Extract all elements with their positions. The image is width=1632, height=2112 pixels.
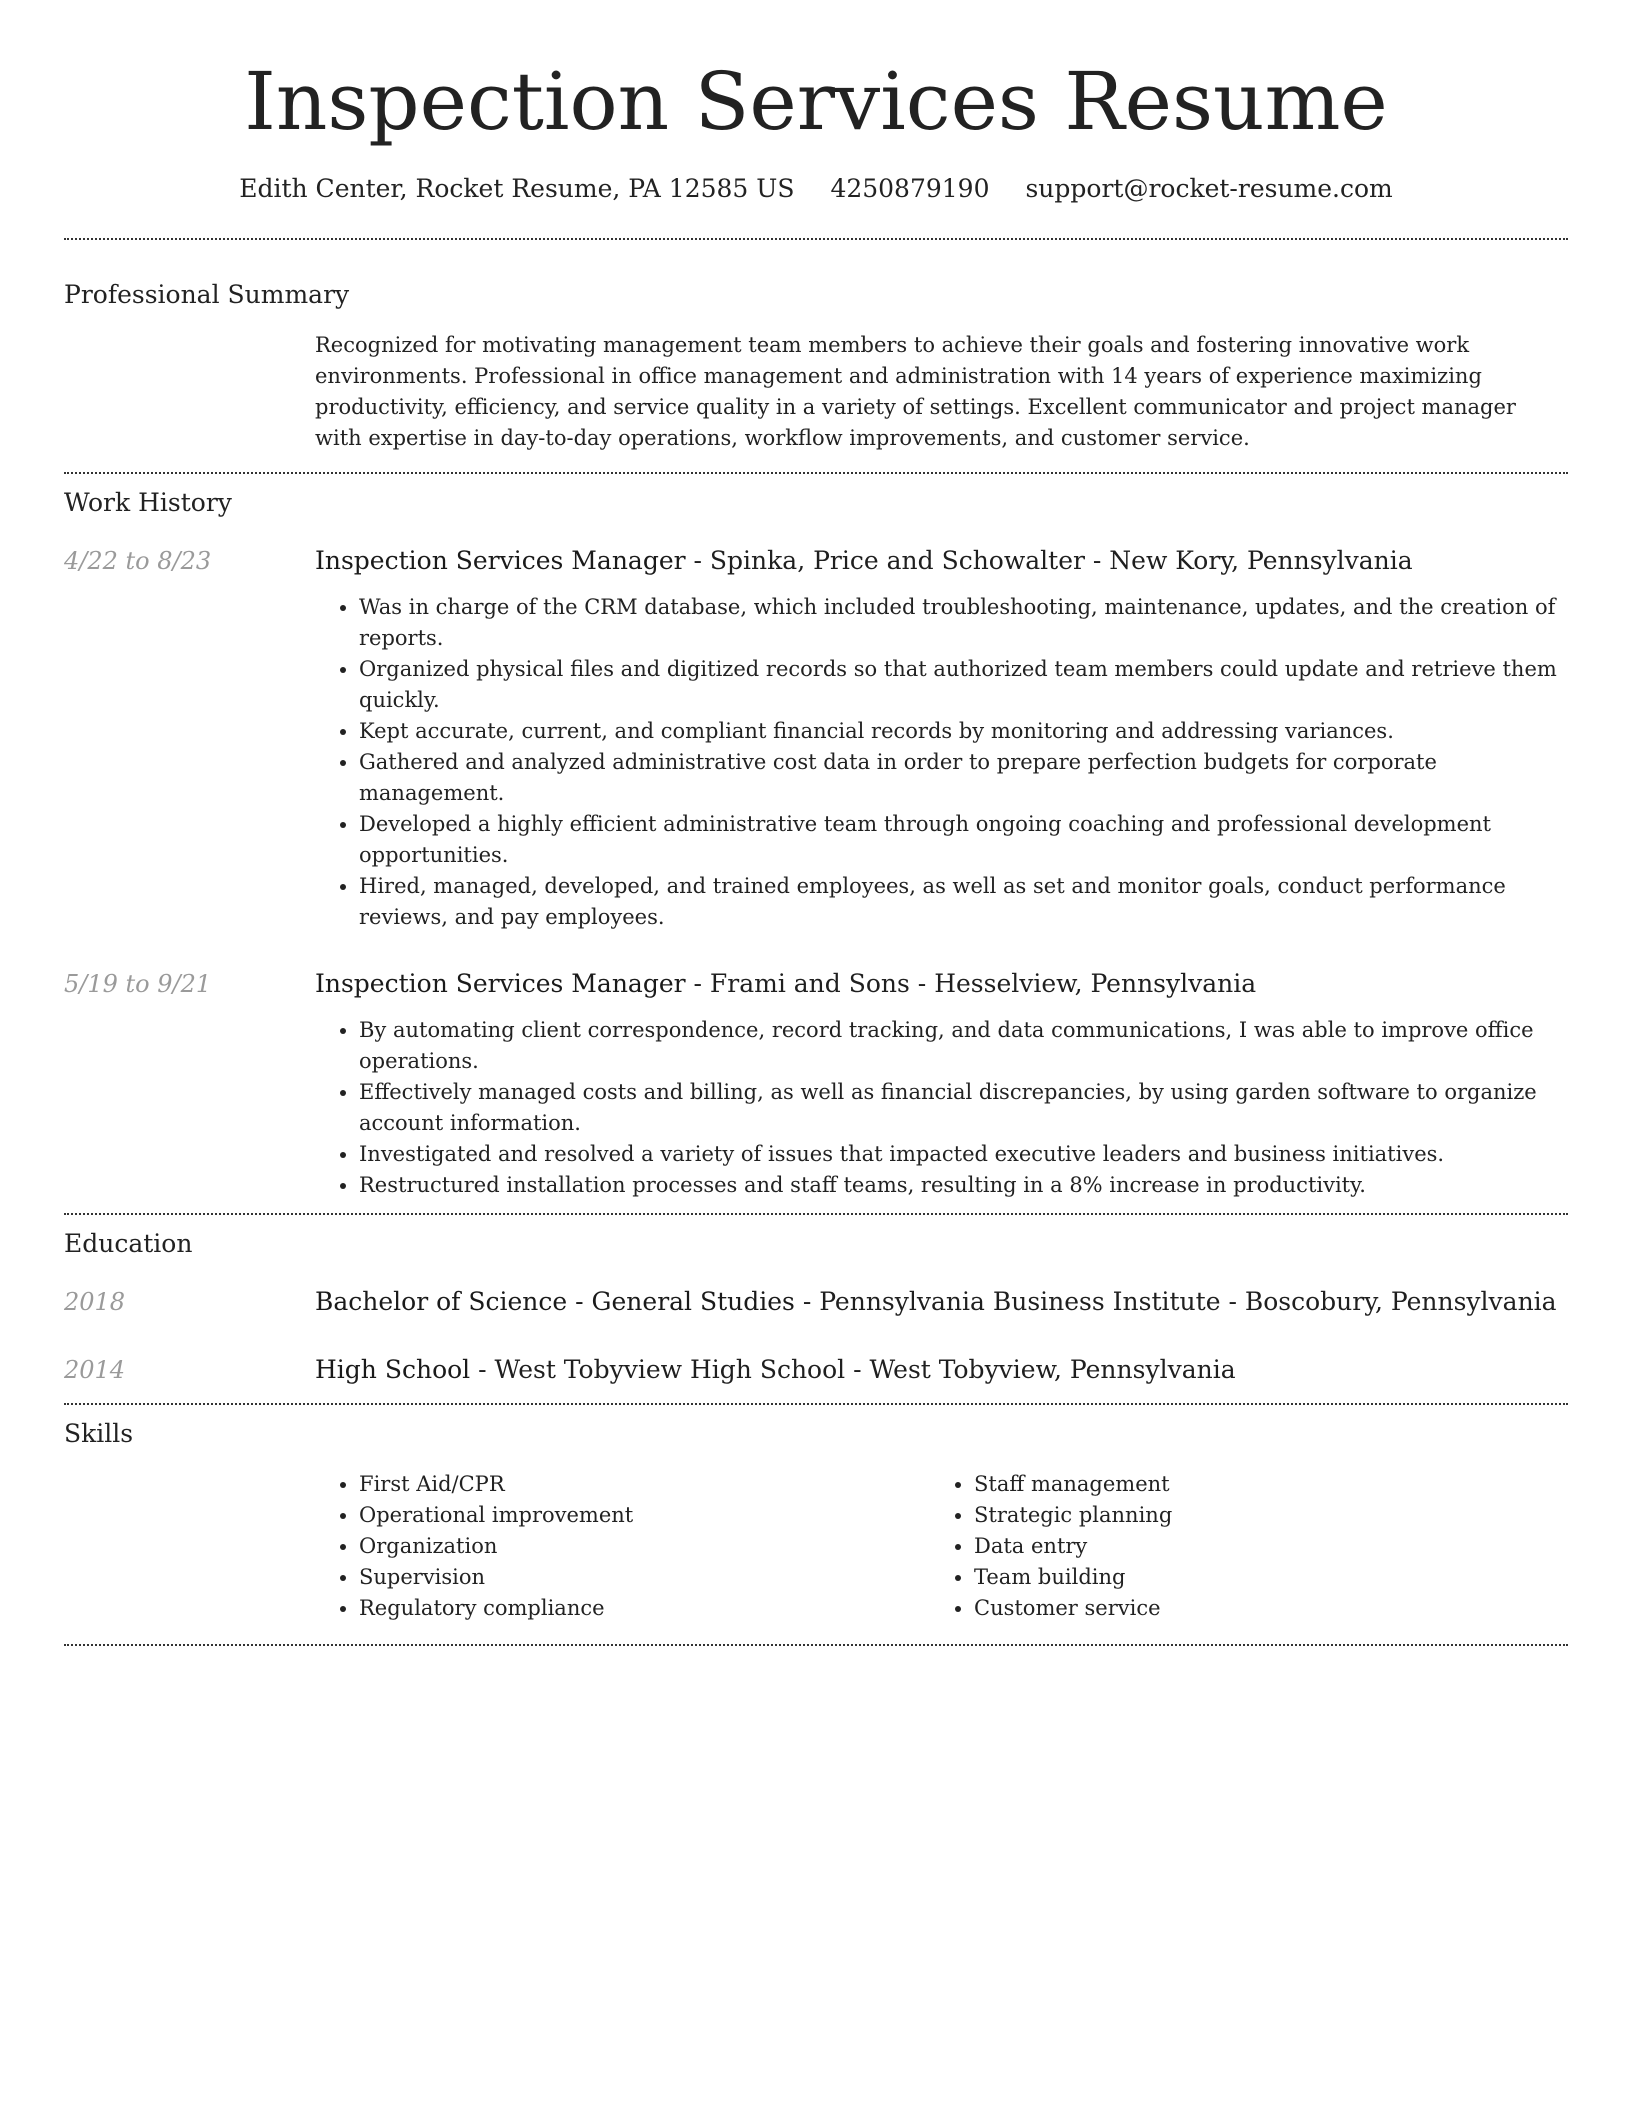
job-heading (315, 544, 1568, 578)
education-year: 2018 (64, 1288, 126, 1316)
section-heading-summary: Professional Summary (64, 280, 350, 309)
job-dates: 4/22 to 8/23 (64, 547, 212, 575)
work-history-section (64, 486, 1568, 1201)
separator: - (470, 1355, 495, 1384)
skill-item: • Organization (359, 1531, 930, 1562)
education-entry (64, 1285, 1568, 1319)
education-school: Pennsylvania Business Institute (819, 1287, 1221, 1316)
job-body (315, 544, 1568, 933)
section-heading-skills: Skills (64, 1419, 134, 1448)
job-bullets (315, 592, 1568, 933)
list-item: • Investigated and resolved a variety of issues that impacted executive leaders and business initiatives. (359, 1139, 1568, 1170)
education-entry (64, 1353, 1568, 1387)
job-company: Spinka, Price and Schowalter (709, 546, 1085, 575)
skill-item: • Staff management (974, 1469, 1545, 1500)
contact-address: Edith Center, Rocket Resume, PA 12585 US (239, 174, 795, 203)
skills-section (64, 1417, 1568, 1624)
job-bullets (315, 1015, 1568, 1201)
education-heading (315, 1285, 1568, 1319)
summary-text: Recognized for motivating management team members to achieve their goals and fostering innovative work environments. Professional in office management and administration with 14 years of experience maximizing productivity, efficiency, and service quality in a variety of settings. Excellent communicator and project manager with expertise in day-to-day operations, workflow improvements, and customer service. (315, 333, 1516, 450)
resume-title: Inspection Services Resume (244, 55, 1388, 148)
list-item: • Developed a highly efficient administrative team through ongoing coaching and professional development opportunities. (359, 809, 1568, 871)
list-item: • Hired, managed, developed, and trained employees, as well as set and monitor goals, conduct performance reviews, and pay employees. (359, 871, 1568, 933)
skill-item: • Operational improvement (359, 1500, 930, 1531)
divider (64, 1403, 1568, 1405)
job-location: New Kory, Pennsylvania (1109, 546, 1413, 575)
separator: - (685, 969, 710, 998)
education-degree: Bachelor of Science - General Studies (315, 1287, 795, 1316)
skills-list-left (315, 1469, 930, 1624)
contact-email: support@rocket-resume.com (1025, 174, 1393, 203)
skill-item: • First Aid/CPR (359, 1469, 930, 1500)
education-heading (315, 1353, 1568, 1387)
education-body (315, 1285, 1568, 1319)
divider (64, 238, 1568, 240)
skills-columns (315, 1469, 1568, 1624)
list-item: • Restructured installation processes and staff teams, resulting in a 8% increase in productivity. (359, 1170, 1568, 1201)
education-section (64, 1227, 1568, 1387)
section-heading-work-history: Work History (64, 488, 232, 517)
summary-section (64, 278, 1568, 454)
contact-line (64, 172, 1568, 206)
separator: - (909, 969, 935, 998)
divider (64, 1644, 1568, 1646)
separator: - (845, 1355, 870, 1384)
job-entry (64, 544, 1568, 933)
education-school: West Tobyview High School (494, 1355, 846, 1384)
skill-item: • Data entry (974, 1531, 1545, 1562)
job-entry (64, 967, 1568, 1201)
education-location: West Tobyview, Pennsylvania (869, 1355, 1236, 1384)
job-title: Inspection Services Manager (315, 546, 686, 575)
skill-item: • Regulatory compliance (359, 1593, 930, 1624)
separator: - (1084, 546, 1110, 575)
separator: - (685, 546, 710, 575)
contact-phone: 4250879190 (830, 174, 990, 203)
job-body (315, 967, 1568, 1201)
education-year: 2014 (64, 1356, 126, 1384)
job-location: Hesselview, Pennsylvania (934, 969, 1257, 998)
skills-list-right (930, 1469, 1545, 1624)
separator: - (1220, 1287, 1245, 1316)
skill-item: • Team building (974, 1562, 1545, 1593)
list-item: • Was in charge of the CRM database, which included troubleshooting, maintenance, updates, and the creation of reports. (359, 592, 1568, 654)
skill-item: • Customer service (974, 1593, 1545, 1624)
job-dates: 5/19 to 9/21 (64, 970, 212, 998)
divider (64, 472, 1568, 474)
skill-item: • Supervision (359, 1562, 930, 1593)
skill-item: • Strategic planning (974, 1500, 1545, 1531)
job-heading (315, 967, 1568, 1001)
job-company: Frami and Sons (709, 969, 910, 998)
section-heading-education: Education (64, 1229, 193, 1258)
list-item: • By automating client correspondence, record tracking, and data communications, I was able to improve office operations. (359, 1015, 1568, 1077)
education-degree: High School (315, 1355, 471, 1384)
divider (64, 1213, 1568, 1215)
education-location: Boscobury, Pennsylvania (1244, 1287, 1557, 1316)
education-body (315, 1353, 1568, 1387)
resume-page (64, 0, 1568, 1646)
list-item: • Gathered and analyzed administrative cost data in order to prepare perfection budgets for corporate management. (359, 747, 1568, 809)
separator: - (794, 1287, 820, 1316)
list-item: • Effectively managed costs and billing, as well as financial discrepancies, by using garden software to organize account information. (359, 1077, 1568, 1139)
list-item: • Organized physical files and digitized records so that authorized team members could update and retrieve them quickly. (359, 654, 1568, 716)
list-item: • Kept accurate, current, and compliant financial records by monitoring and addressing variances. (359, 716, 1568, 747)
job-title: Inspection Services Manager (315, 969, 686, 998)
